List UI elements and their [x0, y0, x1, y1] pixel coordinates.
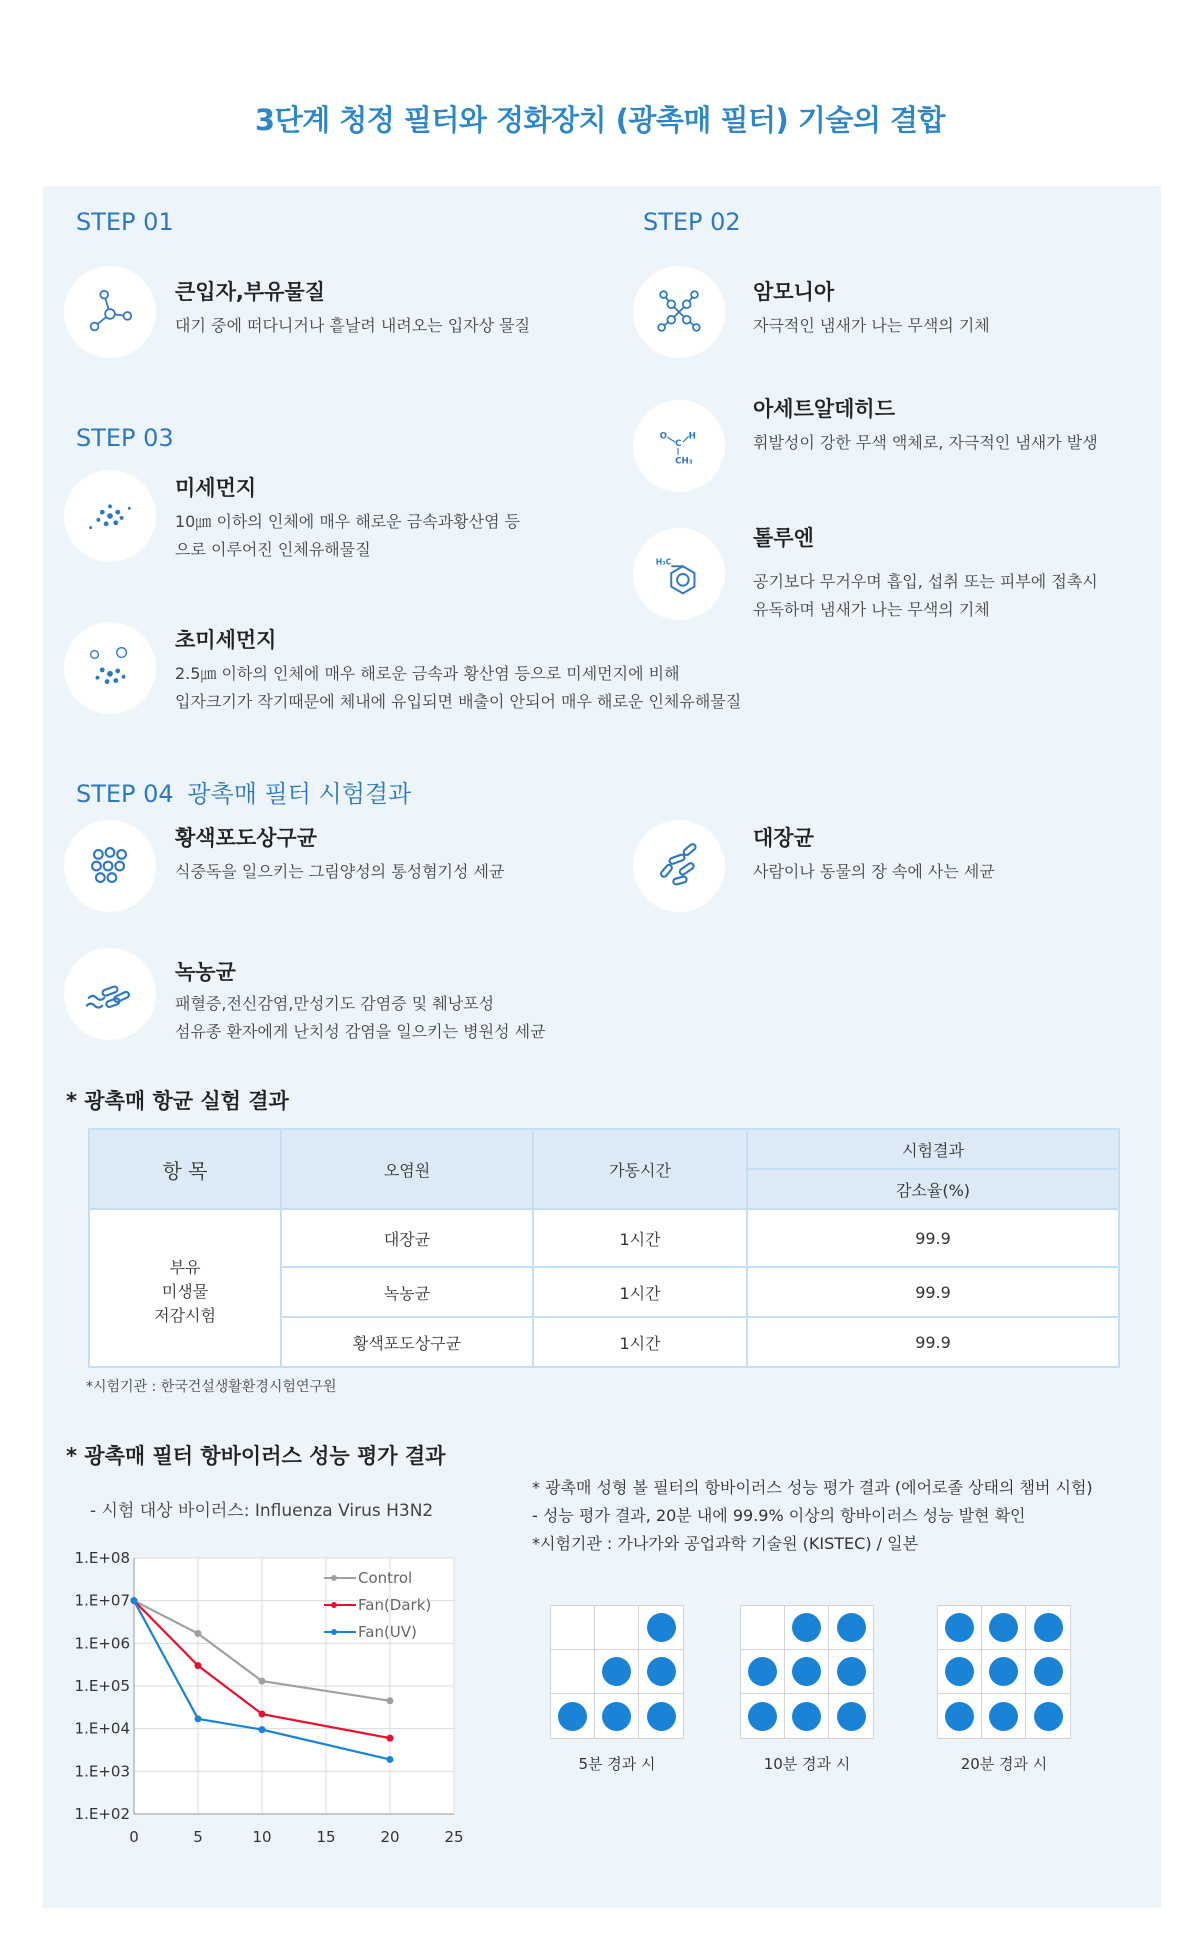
fine-dust-desc-line2: 으로 이루어진 인체유해물질 [175, 540, 371, 559]
virus-dot [837, 1657, 866, 1686]
chart-data-point [387, 1697, 394, 1704]
ecoli-icon-circle [633, 820, 725, 912]
antibacterial-table [88, 1128, 1120, 1368]
pseudomonas-icon [81, 965, 139, 1023]
step4-sublabel: 광촉매 필터 시험결과 [187, 780, 412, 808]
grid-cell [741, 1606, 785, 1650]
chart-data-point [387, 1756, 394, 1763]
antivirus-note-2: - 성능 평가 결과, 20분 내에 99.9% 이상의 항바이러스 성능 발현 확인 [532, 1506, 1026, 1525]
svg-text:H₃C: H₃C [655, 557, 672, 567]
category-line2: 미생물 [161, 1282, 209, 1301]
chart-data-point [259, 1711, 266, 1718]
pseudomonas-desc-line1: 패혈증,전신감염,만성기도 감염증 및 췌낭포성 [175, 994, 495, 1013]
virus-grid [550, 1605, 684, 1739]
acetaldehyde-formula-icon [650, 417, 708, 475]
step1-label: STEP 01 [76, 208, 174, 236]
virus-dot [748, 1657, 777, 1686]
svg-text:O: O [659, 431, 668, 442]
ultrafine-dust-icon [81, 639, 139, 697]
row1-source: 대장균 [281, 1209, 533, 1267]
chart-legend-label: Control [358, 1569, 413, 1587]
virus-grid-label: 5분 경과 시 [578, 1755, 656, 1773]
antivirus-line-chart [60, 1548, 480, 1868]
chart-legend-marker [331, 1629, 337, 1635]
virus-dot [945, 1702, 974, 1731]
acetaldehyde-desc: 휘발성이 강한 무색 액체로, 자극적인 냄새가 발생 [753, 433, 1098, 452]
virus-dot [792, 1613, 821, 1642]
chart-y-tick-label: 1.E+08 [74, 1549, 130, 1567]
antibacterial-note: *시험기관 : 한국건설생활환경시험연구원 [86, 1379, 337, 1395]
ammonia-molecule-icon [650, 283, 708, 341]
category-cell [89, 1209, 281, 1367]
grid-cell [938, 1650, 982, 1694]
virus-dot [647, 1702, 676, 1731]
virus-dot [945, 1657, 974, 1686]
chart-x-tick-label: 20 [380, 1828, 400, 1846]
pseudomonas-desc-line2: 섬유종 환자에게 난치성 감염을 일으키는 병원성 세균 [175, 1022, 546, 1041]
chart-legend-marker [331, 1575, 337, 1581]
row1-value: 99.9 [747, 1209, 1119, 1267]
grid-cell [982, 1606, 1026, 1650]
virus-dot [558, 1702, 587, 1731]
page-title: 3단계 청정 필터와 정화장치 (광촉매 필터) 기술의 결합 [254, 103, 946, 137]
virus-dot [989, 1657, 1018, 1686]
particle-title: 큰입자,부유물질 [175, 280, 325, 304]
antivirus-note-3: *시험기관 : 가나가와 공업과학 기술원 (KISTEC) / 일본 [532, 1534, 919, 1553]
chart-data-point [195, 1630, 202, 1637]
svg-text:H: H [688, 431, 696, 442]
staph-title: 황색포도상구균 [175, 826, 318, 850]
chart-y-tick-label: 1.E+05 [74, 1677, 130, 1695]
virus-dot [989, 1613, 1018, 1642]
grid-cell [829, 1694, 873, 1738]
toluene-desc-line1: 공기보다 무거우며 흡입, 섭취 또는 피부에 접촉시 [753, 572, 1098, 591]
virus-dot [748, 1702, 777, 1731]
grid-cell [785, 1694, 829, 1738]
grid-cell [982, 1694, 1026, 1738]
step3-label: STEP 03 [76, 424, 174, 452]
category-line3: 저감시험 [154, 1306, 216, 1325]
row2-time: 1시간 [533, 1267, 747, 1317]
virus-grid-label: 10분 경과 시 [763, 1755, 851, 1773]
svg-text:C: C [675, 439, 682, 449]
chart-data-point [195, 1715, 202, 1722]
toluene-icon-circle [633, 528, 725, 620]
chart-data-point [195, 1662, 202, 1669]
ammonia-desc: 자극적인 냄새가 나는 무색의 기체 [753, 316, 990, 335]
virus-grid [937, 1605, 1071, 1739]
ultrafine-dust-icon-circle [64, 622, 156, 714]
grid-cell [829, 1650, 873, 1694]
chart-y-tick-label: 1.E+03 [74, 1762, 130, 1781]
row1-time: 1시간 [533, 1209, 747, 1267]
ultrafine-dust-title: 초미세먼지 [175, 628, 277, 652]
chart-y-tick-label: 1.E+02 [74, 1805, 130, 1823]
chart-legend-label: Fan(UV) [358, 1623, 417, 1641]
virus-grid [740, 1605, 874, 1739]
chart-data-point [131, 1597, 138, 1604]
header-reduction: 감소율(%) [747, 1169, 1119, 1209]
grid-cell [982, 1650, 1026, 1694]
virus-dot [837, 1613, 866, 1642]
header-source: 오염원 [281, 1129, 533, 1209]
acetaldehyde-title: 아세트알데히드 [753, 397, 896, 421]
virus-dot [647, 1657, 676, 1686]
particle-icon-circle [64, 266, 156, 358]
ammonia-title: 암모니아 [753, 280, 835, 304]
virus-dot [989, 1702, 1018, 1731]
fine-dust-title: 미세먼지 [175, 476, 257, 500]
fine-dust-icon [81, 487, 139, 545]
virus-dot [837, 1702, 866, 1731]
antivirus-subject: - 시험 대상 바이러스: Influenza Virus H3N2 [90, 1501, 434, 1521]
ammonia-icon-circle [633, 266, 725, 358]
header-item: 항 목 [89, 1129, 281, 1209]
grid-cell [741, 1694, 785, 1738]
grid-cell [938, 1606, 982, 1650]
grid-cell [639, 1650, 683, 1694]
step4-label [76, 774, 411, 809]
chart-legend-marker [331, 1602, 337, 1608]
particle-desc: 대기 중에 떠다니거나 흩날려 내려오는 입자상 물질 [175, 316, 531, 335]
chart-x-tick-label: 5 [193, 1828, 203, 1846]
virus-dot [792, 1657, 821, 1686]
virus-dot [602, 1702, 631, 1731]
virus-dot [602, 1657, 631, 1686]
grid-cell [741, 1650, 785, 1694]
virus-dot [792, 1702, 821, 1731]
molecule-icon [81, 283, 139, 341]
pseudomonas-title: 녹농균 [175, 960, 236, 984]
step4-label-text: STEP 04 [76, 780, 174, 808]
ecoli-title: 대장균 [753, 826, 814, 850]
fine-dust-icon-circle [64, 470, 156, 562]
chart-x-tick-label: 0 [129, 1828, 139, 1846]
step2-label: STEP 02 [643, 208, 741, 236]
grid-cell [785, 1606, 829, 1650]
row3-time: 1시간 [533, 1317, 747, 1367]
grid-cell [551, 1606, 595, 1650]
row2-source: 녹농균 [281, 1267, 533, 1317]
category-line1: 부유 [169, 1258, 201, 1277]
header-time: 가동시간 [533, 1129, 747, 1209]
row3-source: 황색포도상구균 [281, 1317, 533, 1367]
chart-x-tick-label: 15 [316, 1828, 336, 1846]
chart-data-point [259, 1726, 266, 1733]
grid-cell [551, 1650, 595, 1694]
grid-cell [595, 1694, 639, 1738]
virus-dot [1034, 1613, 1063, 1642]
antivirus-note-1: * 광촉매 성형 볼 필터의 항바이러스 성능 평가 결과 (에어로졸 상태의 챔버 시험) [532, 1478, 1093, 1497]
ultrafine-dust-desc-line1: 2.5㎛ 이하의 인체에 매우 해로운 금속과 황산염 등으로 미세먼지에 비해 [175, 664, 680, 683]
virus-dot [1034, 1657, 1063, 1686]
chart-y-tick-label: 1.E+04 [74, 1719, 130, 1738]
chart-data-point [387, 1735, 394, 1742]
toluene-benzene-icon [650, 545, 708, 603]
e-coli-icon [650, 837, 708, 895]
toluene-title: 톨루엔 [753, 526, 814, 550]
virus-dot [647, 1613, 676, 1642]
antivirus-notes [532, 1474, 1093, 1558]
grid-cell [938, 1694, 982, 1738]
fine-dust-desc-line1: 10㎛ 이하의 인체에 매우 해로운 금속과황산염 등 [175, 512, 521, 531]
grid-cell [829, 1606, 873, 1650]
grid-cell [1026, 1650, 1070, 1694]
header-result: 시험결과 [747, 1129, 1119, 1169]
pseudomonas-icon-circle [64, 948, 156, 1040]
grid-cell [551, 1694, 595, 1738]
staph-icon-circle [64, 820, 156, 912]
virus-dot [945, 1613, 974, 1642]
antibacterial-title: * 광촉매 항균 실험 결과 [66, 1089, 289, 1113]
chart-y-tick-label: 1.E+06 [74, 1634, 130, 1653]
staph-desc: 식중독을 일으키는 그림양성의 통성혐기성 세균 [175, 862, 505, 881]
grid-cell [1026, 1694, 1070, 1738]
antivirus-title: * 광촉매 필터 항바이러스 성능 평가 결과 [66, 1444, 446, 1468]
acetaldehyde-icon-circle [633, 400, 725, 492]
row2-value: 99.9 [747, 1267, 1119, 1317]
grid-cell [595, 1650, 639, 1694]
virus-dot [1034, 1702, 1063, 1731]
chart-legend-label: Fan(Dark) [358, 1596, 432, 1614]
grid-cell [595, 1606, 639, 1650]
grid-cell [639, 1606, 683, 1650]
ecoli-desc: 사람이나 동물의 장 속에 사는 세균 [753, 862, 995, 881]
svg-text:CH₃: CH₃ [675, 456, 693, 467]
grid-cell [1026, 1606, 1070, 1650]
virus-grid-label: 20분 경과 시 [960, 1755, 1048, 1773]
staphylococcus-icon [81, 837, 139, 895]
ultrafine-dust-desc-line2: 입자크기가 작기때문에 체내에 유입되면 배출이 안되어 매우 해로운 인체유해물질 [175, 692, 742, 711]
grid-cell [639, 1694, 683, 1738]
chart-x-tick-label: 10 [252, 1828, 272, 1846]
grid-cell [785, 1650, 829, 1694]
chart-y-tick-label: 1.E+07 [74, 1591, 130, 1610]
chart-x-tick-label: 25 [444, 1828, 464, 1846]
toluene-desc-line2: 유독하며 냄새가 나는 무색의 기체 [753, 600, 990, 619]
row3-value: 99.9 [747, 1317, 1119, 1367]
chart-data-point [259, 1678, 266, 1685]
